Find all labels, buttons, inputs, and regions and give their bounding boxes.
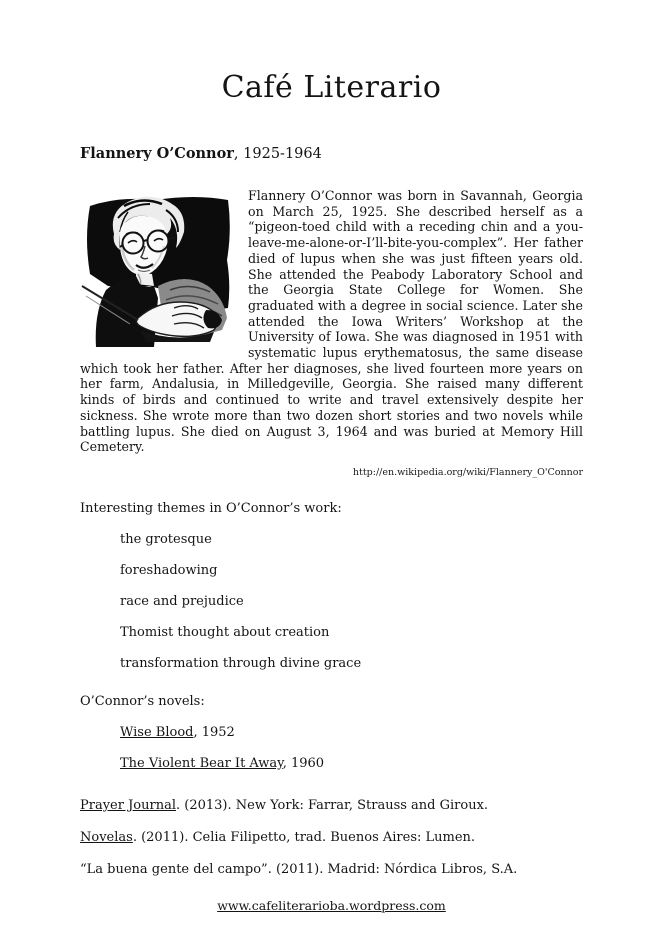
theme-item: foreshadowing	[120, 562, 218, 578]
citation	[80, 798, 583, 813]
citation-rest: “La buena gente del campo”. (2011). Madrid: Nórdica Libros, S.A.	[80, 861, 518, 877]
novel-title: Wise Blood	[120, 724, 194, 740]
themes-heading: Interesting themes in O’Connor’s work:	[80, 500, 342, 516]
novel-item	[120, 756, 583, 771]
footer-blog-link[interactable]: www.cafeliterarioba.wordpress.com	[217, 897, 446, 913]
portrait-sketch	[80, 190, 235, 347]
novels-heading: O’Connor’s novels:	[80, 693, 205, 709]
page-title: Café Literario	[221, 70, 442, 105]
novel-title: The Violent Bear It Away	[120, 755, 283, 771]
theme-item: the grotesque	[120, 531, 212, 547]
wikipedia-link[interactable]: http://en.wikipedia.org/wiki/Flannery_O'Connor	[352, 466, 583, 478]
novel-year: , 1952	[193, 724, 235, 740]
source-url-line	[80, 467, 583, 478]
citation-rest: . (2013). New York: Farrar, Strauss and Giroux.	[176, 797, 489, 813]
author-heading	[80, 145, 583, 162]
author-dates: , 1925-1964	[233, 146, 322, 162]
citation-title: Prayer Journal	[80, 797, 177, 813]
citation-rest: . (2011). Celia Filipetto, trad. Buenos Aires: Lumen.	[132, 829, 476, 845]
citation-title: Novelas	[80, 829, 133, 845]
theme-item: Thomist thought about creation	[120, 624, 330, 640]
citation	[80, 830, 583, 845]
portrait-image	[80, 190, 235, 347]
author-name: Flannery O’Connor	[80, 145, 234, 162]
theme-item: race and prejudice	[120, 593, 244, 609]
page-footer	[80, 898, 583, 913]
novel-year: , 1960	[282, 755, 325, 771]
citation	[80, 862, 583, 877]
theme-item: transformation through divine grace	[120, 655, 362, 671]
biography-section	[80, 188, 583, 455]
biography-text: Flannery O’Connor was born in Savannah, Georgia on March 25, 1925. She described herself as a “pigeon-toed child with a receding chin and a you-leave-me-alone-or-I’ll-bite-you-complex”. Her father died of lupus when she was just fifteen years old. She attended the Peabody Laboratory School and the Georgia State College for Women. She graduated with a degree in social science. Later she attended the Iowa Writers’ Workshop at the University of Iowa. She was diagnosed in 1951 with systematic lupus erythematosus, the same disease which took her father. After her diagnoses, she lived fourteen more years on her farm, Andalusia, in Milledgeville, Georgia. She raised many different kinds of birds and continued to write and travel extensively despite her sickness. She wrote more than two dozen short stories and two novels while battling lupus. She died on August 3, 1964 and was buried at Memory Hill Cemetery.	[80, 188, 583, 455]
novel-item	[120, 725, 583, 740]
bibliography-section	[80, 798, 583, 877]
